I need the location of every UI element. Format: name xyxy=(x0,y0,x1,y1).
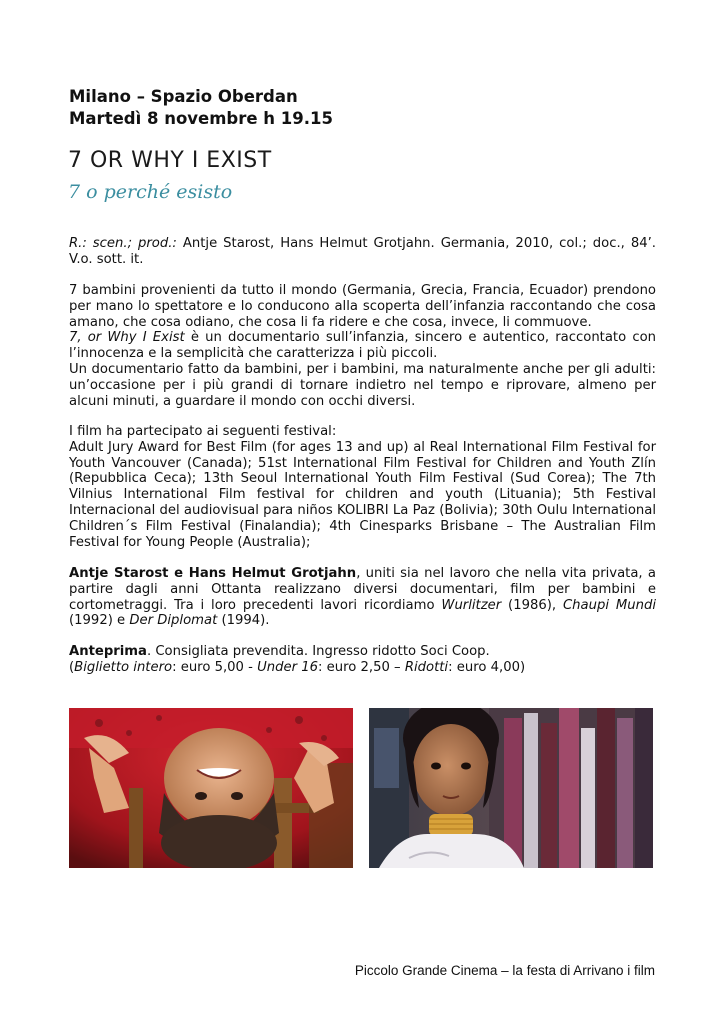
paren: ( xyxy=(69,659,75,675)
under16-label: Under 16 xyxy=(257,659,318,675)
synopsis-paragraph-1: 7 bambini provenienti da tutto il mondo (Germania, Grecia, Francia, Ecuador) prendono per mano lo spettatore e lo conducono alla scoperta dell’infanzia raccontando che cosa amano, che cosa odiano, che cosa li fa ridere e che cosa, invece, li commuove. xyxy=(69,283,656,330)
full-ticket-price: : euro 5,00 - xyxy=(172,659,258,675)
directors-bio xyxy=(69,566,656,629)
film-still-upside-down-child xyxy=(69,708,353,868)
credits-label: R.: scen.; prod.: xyxy=(69,236,177,251)
synopsis-paragraph-2-text: è un documentario sull’infanzia, sincero e autentico, raccontato con l’innocenza e la semplicità che caratterizza i più piccoli. xyxy=(69,330,656,362)
venue-line: Milano – Spazio Oberdan xyxy=(69,87,298,106)
bio-text: (1986), xyxy=(501,597,563,613)
film-italian-title: 7 o perché esisto xyxy=(68,181,233,203)
work-chaupi-mundi: Chaupi Mundi xyxy=(562,597,656,613)
bio-text: (1992) e xyxy=(69,613,130,629)
preview-info xyxy=(69,644,656,676)
reduced-price: : euro 4,00) xyxy=(448,659,526,675)
bio-text: (1994). xyxy=(217,613,270,629)
work-wurlitzer: Wurlitzer xyxy=(441,597,502,613)
full-ticket-label: Biglietto intero xyxy=(74,659,173,675)
film-title: 7 OR WHY I EXIST xyxy=(68,148,272,173)
preview-label: Anteprima xyxy=(69,644,147,659)
festivals-list: Adult Jury Award for Best Film (for ages 13 and up) al Real International Film Festival for Youth Vancouver (Canada); 51st International Film Festival for Children and Youth Zlín (Repubblica Ceca); 13th Seoul International Youth Film Festival (Sud Corea); The 7th Vilnius International Film festival for children and youth (Lituania); 5th Festival Internacional del audiovisual para niños KOLIBRI La Paz (Bolivia); 30th Oulu International Children´s Film Festival (Finalandia); 4th Cinesparks Brisbane – The Australian Film Festival for Young People (Australia); xyxy=(69,439,656,550)
bio-text: , uniti sia nel lavoro che nella vita privata, a partire dagli anni Ottanta realizzano diversi documentari, film per bambini e cortometraggi. Tra i loro precedenti lavori ricordiamo xyxy=(69,566,656,613)
credits-text: Antje Starost, Hans Helmut Grotjahn. Germania, 2010, col.; doc., 84’. V.o. sott. it. xyxy=(69,236,656,267)
festivals xyxy=(69,424,656,550)
festivals-intro: I film ha partecipato ai seguenti festival: xyxy=(69,424,337,439)
film-still-girl-market xyxy=(369,708,653,868)
under16-price: : euro 2,50 – xyxy=(317,659,405,675)
synopsis-paragraph-2 xyxy=(69,330,656,362)
footer-text: Piccolo Grande Cinema – la festa di Arrivano i film xyxy=(354,963,655,978)
datetime-line: Martedì 8 novembre h 19.15 xyxy=(69,109,333,128)
synopsis-film-title: 7, or Why I Exist xyxy=(69,330,185,346)
ticket-prices xyxy=(69,660,656,676)
film-still-2-image xyxy=(369,708,653,868)
synopsis xyxy=(69,283,656,409)
work-der-diplomat: Der Diplomat xyxy=(129,613,218,629)
synopsis-paragraph-3: Un documentario fatto da bambini, per i bambini, ma naturalmente anche per gli adulti: un’occasione per i più grandi di tornare indietro nel tempo e riprovare, almeno per alcuni minuti, a guardare il mondo con occhi diversi. xyxy=(69,361,656,409)
film-still-1-image xyxy=(69,708,353,868)
directors-names: Antje Starost e Hans Helmut Grotjahn xyxy=(69,566,357,581)
credits xyxy=(69,236,656,268)
preview-text: . Consigliata prevendita. Ingresso ridotto Soci Coop. xyxy=(146,644,490,659)
screening-info xyxy=(69,86,333,130)
reduced-label: Ridotti xyxy=(404,659,449,675)
